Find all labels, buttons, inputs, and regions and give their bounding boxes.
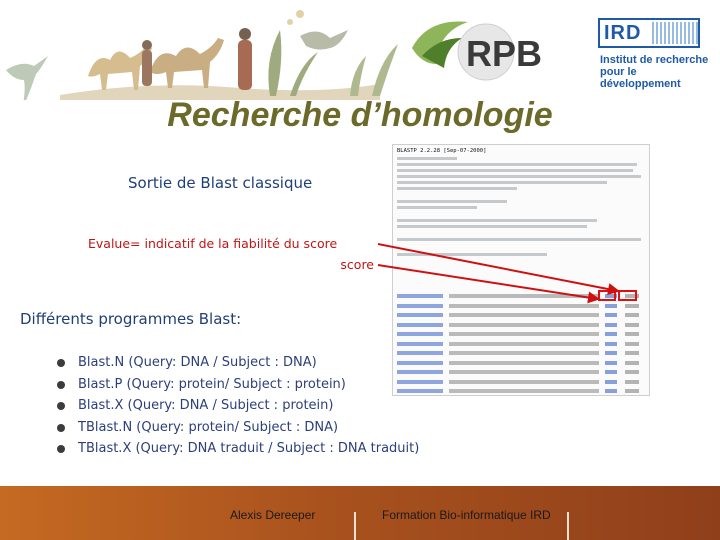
camel-icon [150,38,224,88]
footer-author: Alexis Dereeper [230,508,316,522]
blast-output-subtitle: Sortie de Blast classique [128,174,313,192]
blast-version-header: BLASTP 2.2.28 [Sep-07-2000] [397,148,487,154]
score-annotation: score [340,257,374,272]
table-row [397,331,647,337]
rpb-logo-text: RPB [466,33,543,74]
table-row [397,379,647,385]
table-row [397,369,647,375]
programs-heading: Différents programmes Blast: [20,310,242,328]
footer [0,486,720,540]
table-row [397,303,647,309]
rpb-logo [408,8,553,86]
page-title: Recherche d’homologie [167,96,553,134]
table-row [397,341,647,347]
list-item: TBlast.X (Query: DNA traduit / Subject : DNA traduit) [56,438,419,460]
list-item: Blast.X (Query: DNA / Subject : protein) [56,395,419,417]
plant-icon [350,44,398,96]
table-row [397,312,647,318]
ird-logo [598,12,718,92]
evalue-annotation: Evalue= indicatif de la fiabilité du score [88,236,338,251]
programs-list [56,352,419,460]
blast-hits-table [397,293,647,396]
evalue-highlight-box [618,290,637,301]
list-item: Blast.P (Query: protein/ Subject : protein) [56,374,419,396]
hummingbird-icon [6,56,48,100]
table-row [397,322,647,328]
ird-logo-text: IRD [604,22,642,44]
footer-divider [567,512,569,540]
table-row [397,350,647,356]
table-row [397,388,647,394]
person-figure [238,40,252,90]
list-item: TBlast.N (Query: protein/ Subject : DNA) [56,417,419,439]
bird-icon [300,30,348,50]
footer-course: Formation Bio-informatique IRD [382,508,551,522]
ird-subtitle: Institut de recherche pour le développement [600,54,709,90]
blast-output-screenshot [392,144,650,396]
table-row [397,360,647,366]
ird-logo-box [598,18,700,48]
blast-reference-text [397,157,645,259]
score-highlight-box [598,290,616,301]
footer-divider [354,512,356,540]
person-figure [142,50,152,86]
list-item: Blast.N (Query: DNA / Subject : DNA) [56,352,419,374]
ird-logo-stripes [652,22,698,44]
